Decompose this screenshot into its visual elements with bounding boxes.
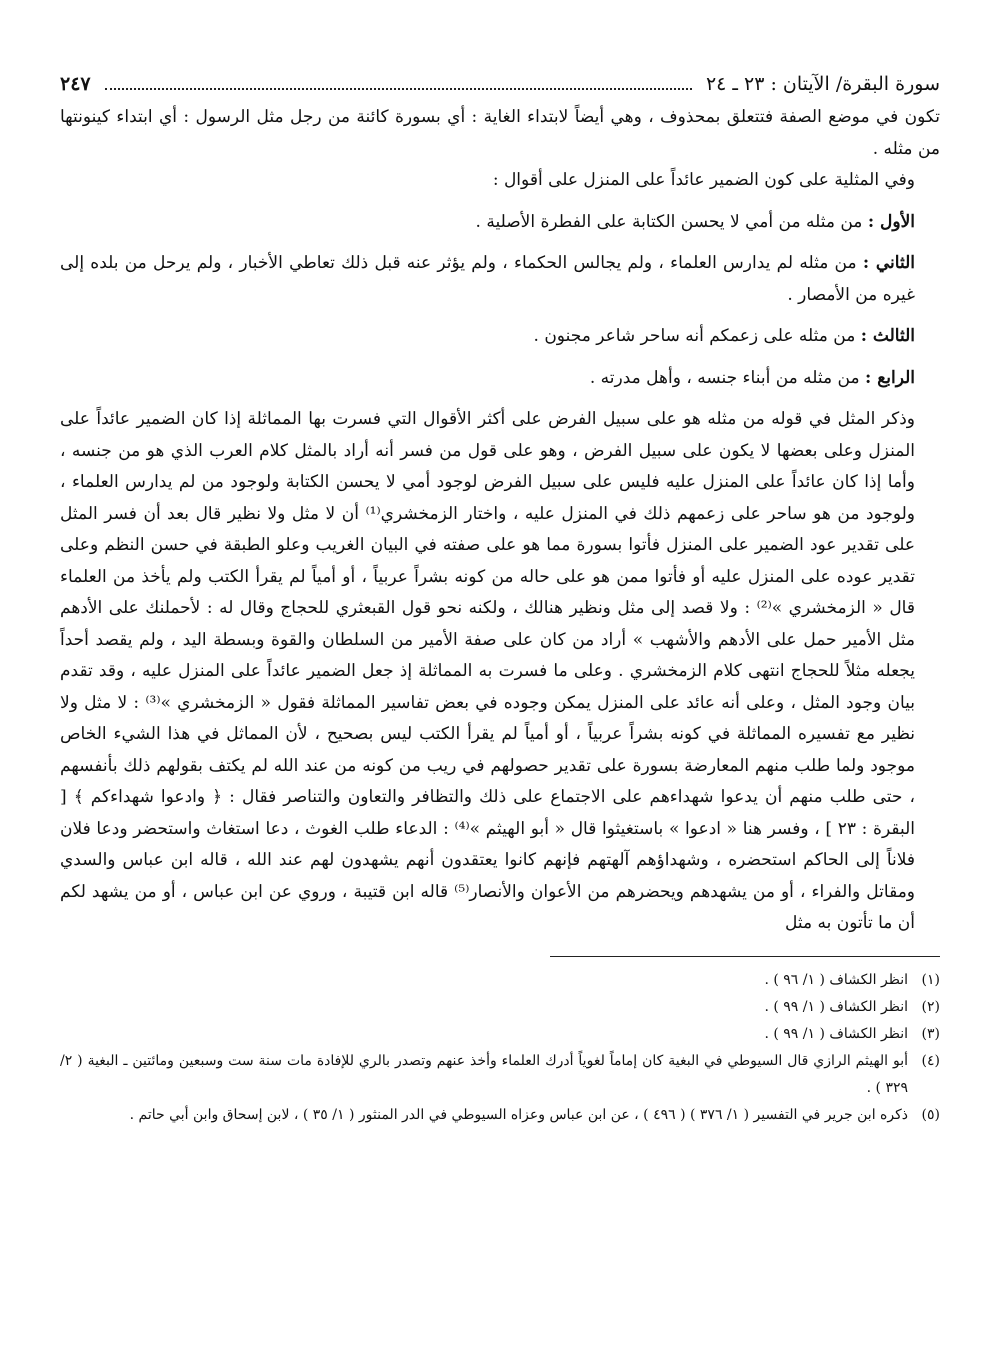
paragraph-2: وفي المثلية على كون الضمير عائداً على المنزل على أقوال :	[492, 170, 915, 190]
footnote-2	[60, 994, 940, 1021]
footnote-number: (٢)	[921, 998, 940, 1015]
footnote-text: أبو الهيثم الرازي قال السيوطي في البغية كان إماماً لغوياً أدرك العلماء وأخذ عنهم وتصدر بالري للإفادة مات سنة ست وسبعين ومائتين ـ البغية ( ٢/ ٣٢٩ ) .	[60, 1052, 908, 1096]
opinion-first-label: الأول :	[867, 211, 915, 232]
opinion-first-text: من مثله من أمي لا يحسن الكتابة على الفطرة الأصلية .	[475, 211, 863, 232]
footnote-text: انظر الكشاف ( ١/ ٩٩ ) .	[764, 1025, 908, 1042]
footnote-text: ذكره ابن جرير في التفسير ( ١/ ٣٧٦ ) ( ٤٩٦ ) ، عن ابن عباس وعزاه السيوطي في الدر المنثور ( ١/ ٣٥ ) ، لابن إسحاق وابن أبي حاتم .	[129, 1106, 908, 1123]
main-paragraph: وذكر المثل في قوله من مثله هو على سبيل الفرض على أكثر الأقوال التي فسرت بها المماثلة إذا كان الضمير عائداً على المنزل وعلى بعضها لا يكون على سبيل الفرض ، وهو على قول من فسر أنه أراد بالمثل كلام العرب الذي هو من جنسه ، وأما إذا كان عائداً على المنزل عليه فليس على سبيل الفرض لوجود أمي لا يحسن الكتابة ولوجود من لم يدارس العلماء ، ولوجود من هو ساحر على زعمهم ذلك في المنزل عليه ، واختار الزمخشري⁽¹⁾ أن لا مثل ولا نظير قال بعد أن فسر المثل على تقدير عود الضمير على المنزل فأتوا بسورة مما هو على صفته في البيان الغريب وعلو الطبقة في حسن النظم وعلى تقدير عوده على المنزل عليه أو فأتوا ممن هو على حاله من كونه بشراً عربياً ، أو أمياً لم يقرأ الكتب ولم يأخذ من العلماء قال « الزمخشري »⁽²⁾ : ولا قصد إلى مثل ونظير هنالك ، ولكنه نحو قول القبعثري للحجاج وقال له : لأحملنك على الأدهم مثل الأمير حمل على الأدهم والأشهب » أراد من كان على صفة الأمير من السلطان والقوة وبسطة اليد ، ولم يقصد أحداً يجعله مثلاً للحجاج انتهى كلام الزمخشري . وعلى ما فسرت به المماثلة إذ جعل الضمير عائداً على المنزل عليه ، وقد تقدم بيان وجود المثل ، وعلى أنه عائد على المنزل يمكن وجوده في بعض تفاسير المماثلة فقول « الزمخشري »⁽³⁾ : لا مثل ولا نظير مع تفسيره المماثلة في كونه بشراً عربياً ، أو أمياً لم يقرأ الكتب ليس بصحيح ، لأن المماثل في هذا الشيء الخاص موجود ولما طلب منهم المعارضة بسورة على تقدير حصولهم في ريب من كونه من عند الله لم يكتف بقولهم ذلك بأنفسهم ، حتى طلب منهم أن يدعوا شهداءهم على الاجتماع على ذلك والتظافر والتعاون والتناصر فقال : ﴿ وادعوا شهداءكم ﴾ [ البقرة : ٢٣ ] ، وفسر هنا « ادعوا » باستغيثوا قال « أبو الهيثم »⁽⁴⁾ : الدعاء طلب الغوث ، دعا استغاث واستحضر ودعا فلان فلاناً إلى الحاكم استحضره ، وشهداؤهم آلهتهم فإنهم كانوا يعتقدون أنهم يشهدون لهم عند الله ، قاله ابن عباس والسدي ومقاتل والفراء ، أو من يشهدهم ويحضرهم من الأعوان والأنصار⁽⁵⁾ قاله ابن قتيبة ، وروي عن ابن عباس ، أو من يشهد لكم أن ما تأتون به مثل	[60, 409, 916, 933]
running-header	[60, 70, 940, 98]
opinion-first	[60, 207, 940, 239]
footnote-4	[60, 1048, 940, 1102]
opinion-second	[60, 248, 940, 311]
footnote-3	[60, 1021, 940, 1048]
footnote-text: انظر الكشاف ( ١/ ٩٦ ) .	[764, 971, 908, 988]
footnote-number: (٥)	[921, 1106, 940, 1123]
paragraph-1: تكون في موضع الصفة فتتعلق بمحذوف ، وهي أيضاً لابتداء الغاية : أي بسورة كائنة من رجل مثل الرسول : أي ابتداء كينونتها من مثله .	[60, 107, 940, 159]
opinion-fourth-label: الرابع :	[865, 367, 915, 388]
footnote-5	[60, 1102, 940, 1129]
footnote-number: (٣)	[921, 1025, 940, 1042]
header-title: سورة البقرة/ الآيتان : ٢٣ ـ ٢٤	[705, 73, 940, 95]
footnote-separator	[550, 956, 940, 957]
page-number: ٢٤٧	[60, 73, 91, 95]
footnote-number: (١)	[921, 971, 940, 988]
footnotes	[60, 967, 940, 1129]
main-body	[60, 102, 940, 940]
opinion-fourth-text: من مثله من أبناء جنسه ، وأهل مدرته .	[589, 367, 860, 388]
footnote-1	[60, 967, 940, 994]
opinion-third-label: الثالث :	[860, 326, 915, 346]
header-leader-dots	[105, 88, 692, 90]
opinion-second-text: من مثله لم يدارس العلماء ، ولم يجالس الحكماء ، ولم يؤثر عنه قبل ذلك تعاطي الأخبار ، ولم يرحل من بلده إلى غيره من الأمصار .	[60, 253, 915, 305]
opinion-second-label: الثاني :	[862, 253, 915, 273]
book-page	[60, 70, 940, 1129]
opinion-third	[60, 321, 940, 353]
footnote-number: (٤)	[921, 1052, 940, 1069]
footnote-text: انظر الكشاف ( ١/ ٩٩ ) .	[764, 998, 908, 1015]
opinion-fourth	[60, 363, 940, 395]
opinion-third-text: من مثله على زعمكم أنه ساحر شاعر مجنون .	[533, 326, 856, 346]
